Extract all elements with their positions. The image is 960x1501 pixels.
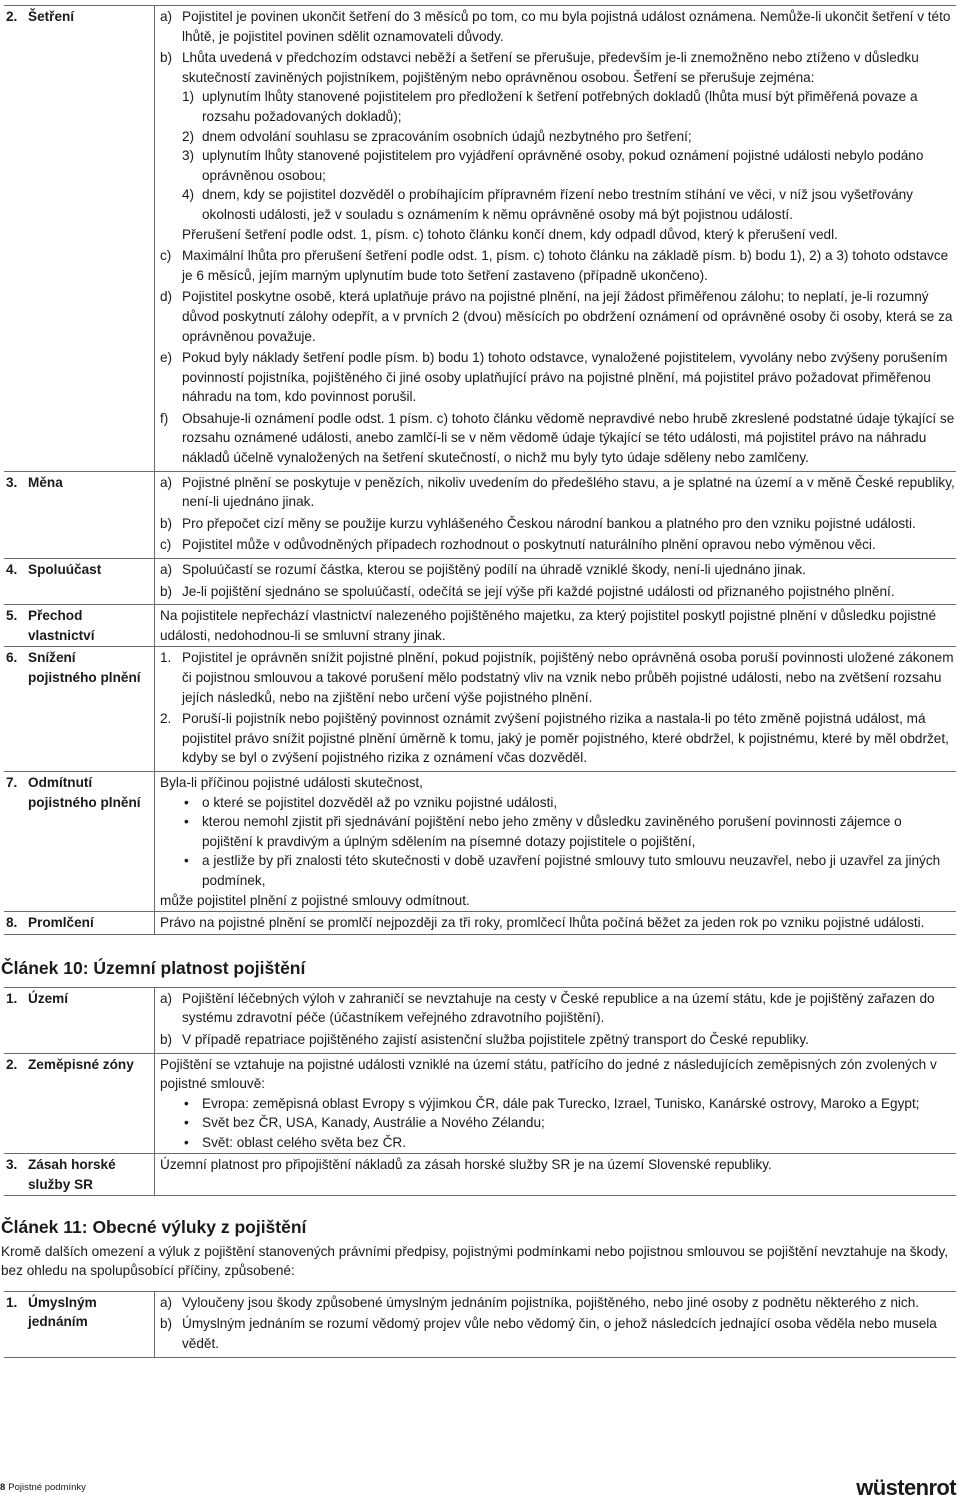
- clause-e: [160, 348, 956, 407]
- clause-d: [160, 287, 956, 346]
- footer-label: Pojistné podmínky: [8, 1482, 86, 1493]
- clause-text: V případě repatriace pojištěného zajistí asistenční služba pojistitele zpětný transport do České republiky.: [182, 1031, 809, 1047]
- clause-text: Pojištění léčebných výloh v zahraničí se nevztahuje na cesty v České republice a na území státu, kde je pojištěný zařazen do systému zdravotní péče (účastníkem veřejného zdravotního pojištění).: [182, 990, 935, 1026]
- bullet-item: [160, 851, 956, 890]
- clause-1: [160, 648, 956, 707]
- section-body: [155, 771, 957, 911]
- clause-text: Je-li pojištění sjednáno se spoluúčastí, odečítá se její výše při každé pojistné události od přiznaného pojistného plnění.: [182, 583, 895, 599]
- section-body: [155, 647, 957, 772]
- section-title: Zeměpisné zóny: [28, 1056, 134, 1072]
- clause-b: [160, 1314, 956, 1353]
- clause-b-closing: Přerušení šetření podle odst. 1, písm. c) tohoto článku končí dnem, kdy odpadl důvod, který k přerušení vedl.: [182, 226, 838, 242]
- section-umyslne-jednani: [4, 1291, 956, 1357]
- clause-marker: c): [160, 537, 172, 553]
- section-label: [4, 987, 155, 1053]
- bullet-text: o které se pojistitel dozvěděl až po vzniku pojistné události,: [202, 794, 558, 810]
- bullet-item: [160, 1094, 956, 1114]
- clause-marker: f): [160, 410, 169, 426]
- section-body: [155, 605, 957, 647]
- section-outro: může pojistitel plnění z pojistné smlouvy odmítnout.: [160, 892, 470, 908]
- wustenrot-logo: wüstenrot: [856, 1475, 956, 1500]
- section-number: 8.: [6, 915, 18, 931]
- clause-b: [160, 514, 956, 534]
- section-number: 7.: [6, 774, 18, 790]
- section-title: Odmítnutí: [28, 774, 93, 790]
- clause-marker: a): [160, 474, 173, 490]
- section-title: Promlčení: [28, 915, 94, 931]
- section-body: [155, 559, 957, 605]
- section-label: [4, 647, 155, 772]
- article-10-heading: Článek 10: Územní platnost pojištění: [1, 957, 306, 978]
- clause-a: [160, 560, 956, 580]
- clause-text: Obsahuje-li oznámení podle odst. 1 písm. c) tohoto článku vědomě nepravdivé nebo hrubě zkreslené podstatné údaje týkající se rozsahu oznámené události, anebo zamlčí-li se v něm vědomě údaje týkající se této události, má pojistitel právo na náhradu nákladů účelně vynaložených na šetření skutečností, o nichž mu byly tyto údaje sděleny nebo zamlčeny.: [182, 410, 955, 466]
- section-body: [155, 1053, 957, 1154]
- clause-c: [160, 535, 956, 555]
- section-title: Šetření: [28, 9, 75, 24]
- clause-b: [160, 1030, 956, 1050]
- section-number: 2.: [6, 9, 18, 24]
- art11-table: [4, 1291, 956, 1358]
- section-spoluucast: [4, 559, 956, 605]
- section-label: [4, 1291, 155, 1357]
- section-number: 4.: [6, 562, 18, 578]
- bullet-icon: •: [184, 1134, 189, 1150]
- clause-marker: b): [160, 583, 173, 599]
- subclause-text: uplynutím lhůty stanovené pojistitelem pro vyjádření oprávněné osoby, pokud oznámení pojistné události nebylo podáno oprávněnou osobou;: [202, 148, 924, 183]
- bullet-item: [160, 793, 956, 813]
- bullet-icon: •: [184, 794, 189, 810]
- section-number: 1.: [6, 990, 18, 1006]
- section-promlceni: [4, 912, 956, 935]
- section-title: Zásah horské: [28, 1157, 116, 1173]
- clause-marker: b): [160, 1316, 173, 1332]
- clause-text: Poruší-li pojistník nebo pojištěný povinnost oznámit zvýšení pojistného rizika a nastala-li po této změně pojistná událost, má pojistitel právo snížit pojistné plnění úměrně k tomu, jaký je poměr pojistného, které obdržel, k pojistnému, které by měl obdržet, kdyby se byl o zvýšení pojistného rizika z oznámení včas dozvěděl.: [182, 711, 949, 766]
- section-uzemi: [4, 987, 956, 1053]
- subclause-2: [182, 127, 956, 147]
- section-title: Měna: [28, 474, 63, 490]
- section-title-line2: jednáním: [28, 1314, 88, 1330]
- subclause-text: uplynutím lhůty stanovené pojistitelem pro předložení k šetření potřebných dokladů (lhůta musí být přiměřená povaze a rozsahu požadovaných dokladů);: [202, 89, 918, 124]
- bullet-text: Svět: oblast celého světa bez ČR.: [202, 1134, 407, 1150]
- bullet-icon: •: [184, 1115, 189, 1131]
- clause-text: Maximální lhůta pro přerušení šetření podle odst. 1, písm. c) tohoto článku na základě písm. b) bodu 1), 2) a 3) tohoto odstavce je 6 měsíců, jejím marným uplynutím bude toto šetření zastaveno (případně ukončeno).: [182, 248, 949, 283]
- subclause-text: dnem odvolání souhlasu se zpracováním osobních údajů nezbytného pro šetření;: [202, 128, 692, 144]
- section-prechod-vlastnictvi: [4, 605, 956, 647]
- clause-marker: e): [160, 350, 173, 366]
- clause-marker: b): [160, 1031, 173, 1047]
- clause-2: [160, 709, 956, 768]
- subclause-1: [182, 87, 956, 126]
- clause-c: [160, 246, 956, 285]
- art10-table: [4, 987, 956, 1196]
- art9-table: [4, 5, 956, 935]
- clause-a: [160, 7, 956, 46]
- clause-marker: a): [160, 1294, 173, 1310]
- bullet-item: [160, 1133, 956, 1153]
- clause-marker: c): [160, 248, 172, 264]
- section-title: Přechod: [28, 608, 83, 624]
- section-title-line2: pojistného plnění: [28, 794, 141, 810]
- section-body: [155, 912, 957, 935]
- clause-text: Pokud byly náklady šetření podle písm. b) bodu 1) tohoto odstavce, vynaložené pojistitelem, vyvolány nebo zvýšeny porušením povinností pojistníka, pojištěného či jiné osoby uplatňující právo na pojistné plnění, má pojistitel právo požadovat přiměřenou náhradu na tom, kdo povinnost porušil.: [182, 350, 948, 405]
- section-label: [4, 1053, 155, 1154]
- bullet-item: [160, 812, 956, 851]
- bullet-icon: •: [184, 814, 189, 830]
- section-label: [4, 559, 155, 605]
- section-zasah-horske-sluzby: [4, 1154, 956, 1195]
- clause-f: [160, 409, 956, 468]
- section-text: Právo na pojistné plnění se promlčí nejpozději za tři roky, promlčecí lhůta počíná běžet za jeden rok po vzniku pojistné události.: [160, 915, 925, 931]
- page-footer: [0, 1475, 960, 1500]
- clause-text: Pojistitel může v odůvodněných případech rozhodnout o poskytnutí naturálního plnění opravou nebo výměnou věci.: [182, 537, 876, 553]
- clause-marker: a): [160, 562, 173, 578]
- section-title: Snížení: [28, 650, 76, 666]
- page-number: 8: [0, 1482, 6, 1493]
- bullet-text: Svět bez ČR, USA, Kanady, Austrálie a Nového Zélandu;: [202, 1115, 545, 1131]
- section-setreni: [4, 6, 956, 472]
- clause-marker: a): [160, 9, 173, 24]
- clause-marker: b): [160, 515, 173, 531]
- clause-marker: 2.: [160, 711, 172, 727]
- article-11-heading: Článek 11: Obecné výluky z pojištění: [1, 1216, 307, 1237]
- section-title-line2: vlastnictví: [28, 627, 95, 643]
- clause-text: Pojistné plnění se poskytuje v penězích, nikoliv uvedením do předešlého stavu, a je splatné na území a v měně České republiky, není-li ujednáno jinak.: [182, 474, 955, 510]
- section-odmitnuti-plneni: [4, 771, 956, 911]
- section-snizeni-plneni: [4, 647, 956, 772]
- section-number: 3.: [6, 474, 18, 490]
- section-title-line2: služby SR: [28, 1177, 93, 1193]
- subclause-marker: 4): [182, 187, 195, 203]
- section-intro: Pojištění se vztahuje na pojistné události vzniklé na území státu, patřícího do jedné z následujících zeměpisných zón zvolených v pojistné smlouvě:: [160, 1056, 937, 1092]
- section-title-line2: pojistného plnění: [28, 670, 141, 685]
- clause-text: Pro přepočet cizí měny se použije kurzu vyhlášeného Českou národní bankou a platného pro den vzniku pojistné události.: [182, 515, 916, 531]
- bullet-item: [160, 1113, 956, 1133]
- section-number: 5.: [6, 608, 18, 624]
- bullet-text: a jestliže by při znalosti této skutečnosti v době uzavření pojistné smlouvy tuto smlouvu neuzavřel, nebo ji uzavřel za jiných podmínek,: [202, 853, 941, 888]
- subclause-4: [182, 185, 956, 224]
- section-label: [4, 6, 155, 472]
- section-label: [4, 471, 155, 558]
- section-label: [4, 1154, 155, 1195]
- bullet-text: Evropa: zeměpisná oblast Evropy s výjimkou ČR, dále pak Turecko, Izrael, Tunisko, Kanárské ostrovy, Maroko a Egypt;: [202, 1095, 920, 1111]
- section-body: [155, 1154, 957, 1195]
- section-number: 2.: [6, 1056, 18, 1072]
- clause-marker: b): [160, 50, 173, 66]
- section-title: Území: [28, 990, 69, 1006]
- section-intro: Byla-li příčinou pojistné události skutečnost,: [160, 774, 423, 790]
- clause-text: Pojistitel je povinen ukončit šetření do 3 měsíců po tom, co mu byla pojistná událost oznámena. Nemůže-li ukončit šetření v této lhůtě, je pojistitel povinen sdělit oznamovateli důvody.: [182, 9, 951, 44]
- section-body: [155, 6, 957, 472]
- section-number: 6.: [6, 650, 18, 666]
- section-text: Na pojistitele nepřechází vlastnictví nalezeného pojištěného majetku, za který pojistitel poskytl pojistné plnění v důsledku pojistné události, nedohodnou-li se smluvní strany jinak.: [160, 608, 937, 643]
- subclause-text: dnem, kdy se pojistitel dozvěděl o probíhajícím přípravném řízení nebo trestním stíhání ve věci, v níž jsou vyšetřovány okolnosti události, jež v souladu s oznámením k němu oprávněné osoby má být pojistnou událostí.: [202, 187, 913, 222]
- subclause-marker: 2): [182, 128, 195, 144]
- clause-a: [160, 989, 956, 1028]
- clause-a: [160, 473, 956, 512]
- page-number-label: [0, 1482, 86, 1494]
- bullet-text: kterou nemohl zjistit při sjednávání pojištění nebo jeho změny v důsledku zaviněného porušení povinnosti zájemce o pojištění k pravdivým a úplným sdělením na písemné dotazy pojistitele o pojištění,: [202, 814, 902, 849]
- clause-marker: a): [160, 990, 173, 1006]
- clause-text: Spoluúčastí se rozumí částka, kterou se pojištěný podílí na úhradě vzniklé škody, není-li ujednáno jinak.: [182, 562, 806, 578]
- clause-marker: 1.: [160, 650, 172, 666]
- section-label: [4, 912, 155, 935]
- section-title: Spoluúčast: [28, 562, 102, 578]
- section-text: Územní platnost pro připojištění nákladů za zásah horské služby SR je na území Slovenské republiky.: [160, 1157, 772, 1173]
- clause-text: Vyloučeny jsou škody způsobené úmyslným jednáním pojistníka, pojištěného, nebo jiné osoby z podnětu některého z nich.: [182, 1294, 920, 1310]
- clause-text: Pojistitel poskytne osobě, která uplatňuje právo na pojistné plnění, na její žádost přiměřenou zálohu; to neplatí, je-li rozumný důvod poskytnutí zálohy odepřít, a v prvních 2 (dvou) měsících po obdržení oznámení od oprávněné osoby či osoby, která se za oprávněnou považuje.: [182, 289, 953, 344]
- clause-marker: d): [160, 289, 173, 305]
- clause-text: Úmyslným jednáním se rozumí vědomý projev vůle nebo vědomý čin, o jehož následcích jednající osoba věděla nebo musela vědět.: [182, 1316, 937, 1352]
- section-body: [155, 471, 957, 558]
- clause-b: [160, 582, 956, 602]
- section-zemepisne-zony: [4, 1053, 956, 1154]
- section-body: [155, 1291, 957, 1357]
- bullet-icon: •: [184, 1095, 189, 1111]
- clause-a: [160, 1293, 956, 1313]
- section-number: 1.: [6, 1294, 18, 1310]
- section-title: Úmyslným: [28, 1294, 97, 1310]
- clause-b: [160, 48, 956, 244]
- article-11-intro: Kromě dalších omezení a výluk z pojištění stanovených právními předpisy, pojistnými podmínkami nebo pojistnou smlouvou se pojištění nevztahuje na škody, bez ohledu na spolupůsobící příčiny, způsobené:: [1, 1243, 949, 1279]
- section-label: [4, 771, 155, 911]
- section-label: [4, 605, 155, 647]
- clause-text: Lhůta uvedená v předchozím odstavci neběží a šetření se přerušuje, především je-li znemožněno nebo ztíženo v důsledku skutečností zaviněných pojistníkem, pojištěným nebo oprávněnou osobou. Šetření se přerušuje zejména:: [182, 50, 919, 85]
- section-mena: [4, 471, 956, 558]
- bullet-icon: •: [184, 853, 189, 869]
- subclause-marker: 1): [182, 89, 195, 105]
- subclause-marker: 3): [182, 148, 195, 164]
- clause-text: Pojistitel je oprávněn snížit pojistné plnění, pokud pojistník, pojištěný nebo oprávněná osoba poruší povinnosti uložené zákonem či pojistnou smlouvou a takové porušení mělo podstatný vliv na vznik nebo průběh pojistné události, nebo na zvětšení rozsahu jejích následků, nebo na zjištění nebo určení výše pojistného plnění.: [182, 650, 954, 705]
- subclause-3: [182, 146, 956, 185]
- section-body: [155, 987, 957, 1053]
- section-number: 3.: [6, 1157, 18, 1173]
